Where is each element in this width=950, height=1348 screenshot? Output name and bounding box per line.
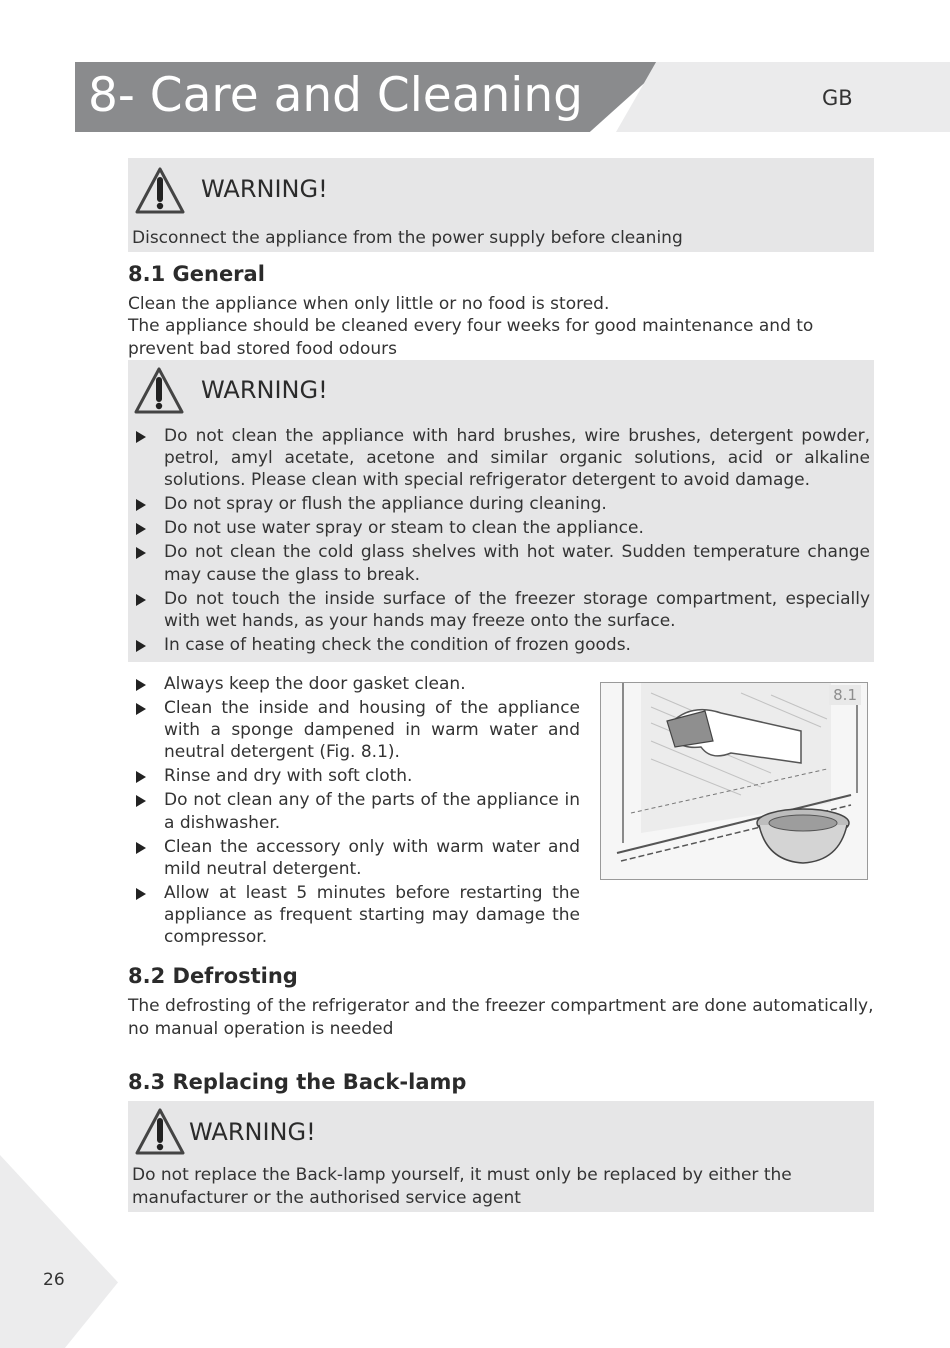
- triangle-bullet-icon: [136, 499, 146, 511]
- triangle-bullet-icon: [136, 431, 146, 443]
- triangle-bullet-icon: [136, 842, 146, 854]
- list-item: [129, 765, 580, 787]
- warning-box-cleaning: [128, 360, 874, 662]
- chapter-title: 8- Care and Cleaning: [88, 68, 583, 123]
- figure-cleaning-illustration: [600, 682, 868, 880]
- region-code: GB: [822, 86, 853, 110]
- section-heading-general: 8.1 General: [128, 262, 265, 286]
- list-item: [129, 697, 580, 764]
- cleaning-list: [129, 673, 580, 950]
- triangle-bullet-icon: [136, 703, 146, 715]
- list-item: [129, 634, 870, 656]
- list-item-text: Always keep the door gasket clean.: [164, 674, 466, 694]
- triangle-bullet-icon: [136, 771, 146, 783]
- defrosting-paragraph: The defrosting of the refrigerator and the freezer compartment are done automatically, no manual operation is needed: [128, 996, 874, 1039]
- list-item-text: Do not clean the cold glass shelves with hot water. Sudden temperature change may cause the glass to break.: [164, 542, 870, 585]
- warning-box-backlamp: [128, 1101, 874, 1212]
- triangle-bullet-icon: [136, 547, 146, 559]
- section-heading-defrosting: 8.2 Defrosting: [128, 964, 298, 988]
- footer-corner-shape: [0, 1155, 118, 1348]
- list-item: [129, 882, 580, 949]
- triangle-bullet-icon: [136, 888, 146, 900]
- list-item-text: Do not use water spray or steam to clean the appliance.: [164, 518, 644, 539]
- list-item: [129, 789, 580, 833]
- general-paragraph-2: The appliance should be cleaned every four weeks for good maintenance and to prevent bad stored food odours: [128, 316, 814, 359]
- warning-title: WARNING!: [201, 376, 328, 404]
- list-item-text: Allow at least 5 minutes before restarting the appliance as frequent starting may damage the compressor.: [164, 882, 580, 948]
- list-item: [129, 673, 580, 695]
- warning-title: WARNING!: [189, 1118, 316, 1146]
- warning-triangle-icon: [133, 366, 185, 416]
- general-paragraph-1: Clean the appliance when only little or no food is stored.: [128, 294, 610, 314]
- triangle-bullet-icon: [136, 523, 146, 535]
- list-item-text: Do not spray or flush the appliance during cleaning.: [164, 494, 607, 515]
- list-item: [129, 517, 870, 539]
- triangle-bullet-icon: [136, 640, 146, 652]
- page-number: 26: [43, 1270, 65, 1290]
- list-item-text: Rinse and dry with soft cloth.: [164, 766, 413, 787]
- list-item: [129, 836, 580, 880]
- triangle-bullet-icon: [136, 795, 146, 807]
- warning-triangle-icon: [134, 166, 186, 216]
- warning-triangle-icon: [134, 1107, 186, 1157]
- list-item: [129, 493, 870, 515]
- list-item: [129, 541, 870, 585]
- figure-label: 8.1: [829, 685, 861, 705]
- section-heading-backlamp: 8.3 Replacing the Back-lamp: [128, 1070, 467, 1094]
- warning-text: Disconnect the appliance from the power supply before cleaning: [132, 228, 683, 248]
- warning-box-power: [128, 158, 874, 252]
- warning-title: WARNING!: [201, 175, 328, 203]
- list-item-text: Do not clean the appliance with hard brushes, wire brushes, detergent powder, petrol, amyl acetate, acetone and similar organic solutions, acid or alkaline solutions. Please clean with special refrigerator detergent to avoid damage.: [164, 426, 870, 491]
- triangle-bullet-icon: [136, 679, 146, 691]
- triangle-bullet-icon: [136, 594, 146, 606]
- list-item-text: Clean the accessory only with warm water and mild neutral detergent.: [164, 836, 580, 879]
- header-accent-shape: [616, 62, 950, 132]
- list-item-text: In case of heating check the condition of frozen goods.: [164, 634, 631, 655]
- warning-list: [129, 425, 870, 658]
- list-item: [129, 425, 870, 492]
- list-item: [129, 588, 870, 632]
- list-item-text: Clean the inside and housing of the appliance with a sponge dampened in warm water and neutral detergent (Fig. 8.1).: [164, 698, 580, 763]
- cleaning-illustration: [601, 683, 867, 879]
- list-item-text: Do not touch the inside surface of the freezer storage compartment, especially with wet hands, as your hands may freeze onto the surface.: [164, 588, 870, 631]
- warning-text: Do not replace the Back-lamp yourself, it must only be replaced by either the manufacturer or the authorised service agent: [132, 1165, 792, 1208]
- list-item-text: Do not clean any of the parts of the appliance in a dishwasher.: [164, 790, 580, 833]
